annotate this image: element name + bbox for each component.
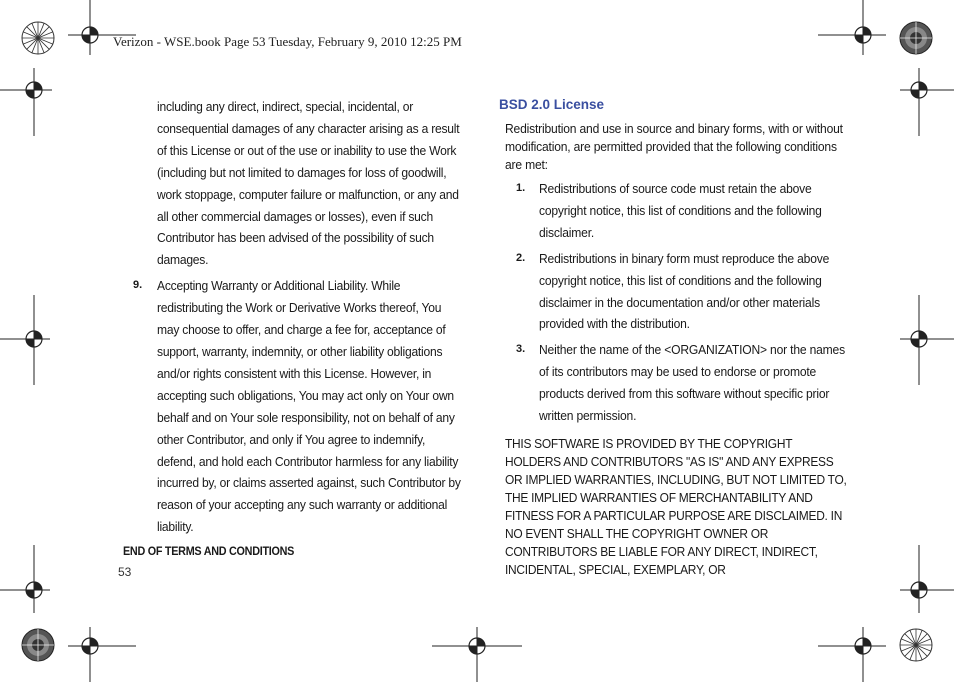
- grayscale-registration-icon: [21, 628, 55, 662]
- registration-crosshair-icon: [0, 68, 60, 138]
- intro-paragraph: Redistribution and use in source and binary forms, with or without modification, are permitted provided that the following conditions are met:: [505, 121, 843, 172]
- page-number: 53: [118, 565, 132, 579]
- starburst-registration-icon: [21, 21, 55, 55]
- registration-crosshair-icon: [818, 0, 888, 60]
- list-item: [499, 178, 851, 244]
- list-item-text: Accepting Warranty or Additional Liability. While redistributing the Work or Derivative Works thereof, You may choose to offer, and charge a fee for, acceptance of support, warranty, indemnity, or other liability obligations and/or rights consistent with this License. However, in accepting such obligations, You may act only on Your own behalf and on Your sole responsibility, not on behalf of any other Contributor, and only if You agree to indemnify, defend, and hold each Contributor harmless for any liability incurred by, or claims asserted against, such Contributor by reason of your accepting any such warranty or additional liability.: [157, 278, 461, 535]
- registration-crosshair-icon: [900, 295, 954, 385]
- list-item: [499, 339, 851, 427]
- grayscale-registration-icon: [899, 21, 933, 55]
- registration-crosshair-icon: [68, 0, 138, 60]
- list-item: [499, 248, 851, 336]
- list-item-text: Neither the name of the <ORGANIZATION> nor the names of its contributors may be used to endorse or promote products derived from this software without specific prior written permission.: [539, 342, 845, 424]
- starburst-registration-icon: [899, 628, 933, 662]
- section-title: BSD 2.0 License: [499, 97, 605, 112]
- left-column: [118, 96, 468, 558]
- registration-crosshair-icon: [0, 295, 60, 385]
- registration-crosshair-icon: [0, 545, 60, 615]
- list-item-number: 3.: [516, 343, 526, 356]
- continuation-paragraph: including any direct, indirect, special, incidental, or consequential damages of any character arising as a result of this License or out of the use or inability to use the Work (including but not limited to damages for loss of goodwill, work stoppage, computer failure or malfunction, or any and all other commercial damages or losses), even if such Contributor has been advised of the possibility of such damages.: [157, 99, 460, 268]
- print-header: Verizon - WSE.book Page 53 Tuesday, February 9, 2010 12:25 PM: [113, 34, 462, 49]
- registration-crosshair-icon: [68, 625, 138, 682]
- disclaimer-paragraph: THIS SOFTWARE IS PROVIDED BY THE COPYRIGHT HOLDERS AND CONTRIBUTORS "AS IS" AND ANY EXPRESS OR IMPLIED WARRANTIES, INCLUDING, BUT NOT LIMITED TO, THE IMPLIED WARRANTIES OF MERCHANTABILITY AND FITNESS FOR A PARTICULAR PURPOSE ARE DISCLAIMED. IN NO EVENT SHALL THE COPYRIGHT OWNER OR CONTRIBUTORS BE LIABLE FOR ANY DIRECT, INDIRECT, INCIDENTAL, SPECIAL, EXEMPLARY, OR: [505, 435, 847, 577]
- list-item-number: 1.: [516, 182, 526, 194]
- right-column: [499, 97, 851, 579]
- list-item-text: Redistributions in binary form must reproduce the above copyright notice, this list of conditions and the following disclaimer in the documentation and/or other materials provided with the distribution.: [539, 250, 830, 332]
- registration-crosshair-icon: [432, 625, 524, 682]
- list-item: [118, 275, 468, 538]
- registration-crosshair-icon: [818, 625, 888, 682]
- registration-crosshair-icon: [900, 68, 954, 138]
- list-item-number: 2.: [516, 251, 526, 264]
- list-item-number: 9.: [133, 279, 143, 292]
- list-item-text: Redistributions of source code must retain the above copyright notice, this list of conditions and the following disclaimer.: [539, 181, 822, 240]
- end-of-terms-heading: END OF TERMS AND CONDITIONS: [123, 544, 295, 559]
- registration-crosshair-icon: [900, 545, 954, 615]
